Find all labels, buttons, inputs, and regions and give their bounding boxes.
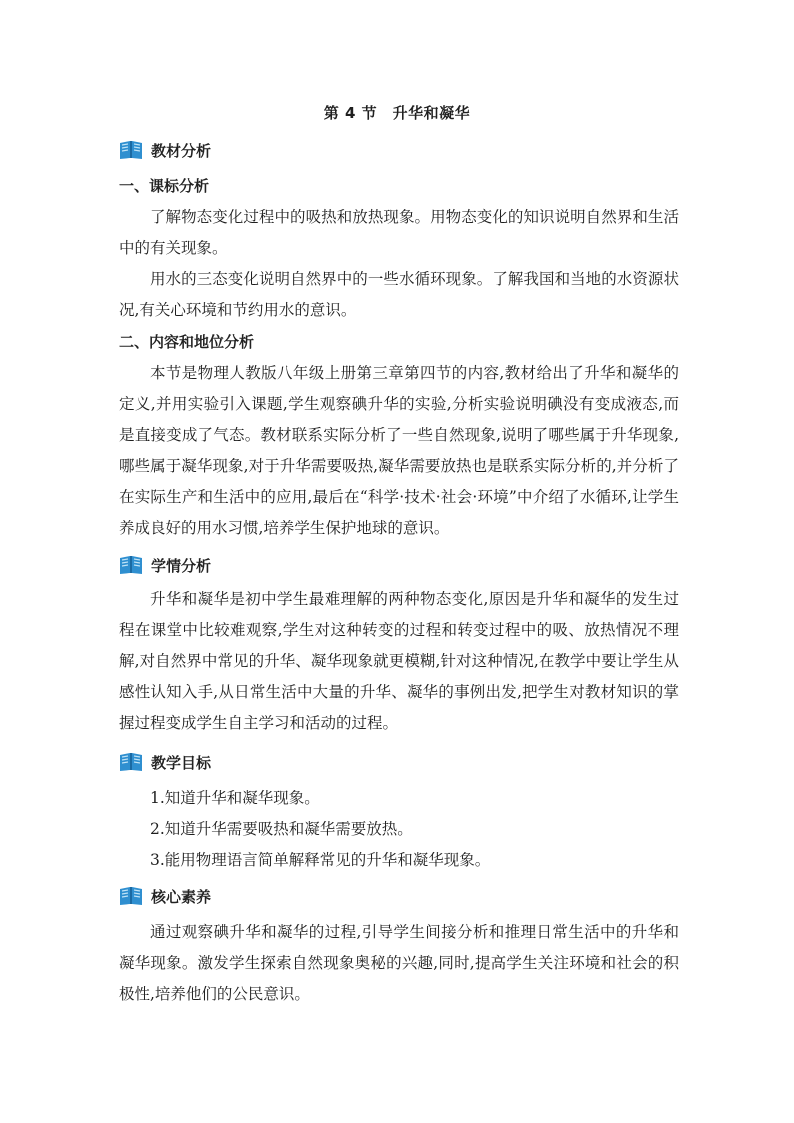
book-icon [119, 752, 143, 772]
paragraph: 用水的三态变化说明自然界中的一些水循环现象。了解我国和当地的水资源状况,有关心环境和节约用水的意识。 [119, 270, 679, 319]
section-title: 学情分析 [151, 556, 212, 575]
goal-item: 3.能用物理语言简单解释常见的升华和凝华现象。 [150, 851, 491, 869]
section-header-learner-analysis [119, 553, 211, 577]
paragraph: 通过观察碘升华和凝华的过程,引导学生间接分析和推理日常生活中的升华和凝华现象。激发学生探索自然现象奥秘的兴趣,同时,提高学生关注环境和社会的积极性,培养他们的公民意识。 [119, 923, 679, 1003]
section-title: 核心素养 [151, 887, 212, 906]
book-icon [119, 886, 143, 906]
book-icon [119, 140, 143, 160]
paragraph: 本节是物理人教版八年级上册第三章第四节的内容,教材给出了升华和凝华的定义,并用实验引入课题,学生观察碘升华的实验,分析实验说明碘没有变成液态,而是直接变成了气态。教材联系实际分析了一些自然现象,说明了哪些属于升华现象,哪些属于凝华现象,对于升华需要吸热,凝华需要放热也是联系实际分析的,并分析了在实际生产和生活中的应用,最后在“科学·技术·社会·环境”中介绍了水循环,让学生养成良好的用水习惯,培养学生保护地球的意识。 [119, 364, 679, 537]
section-header-core-literacy [119, 884, 211, 908]
section-header-textbook-analysis [119, 138, 211, 162]
subheading-curriculum-analysis: 一、课标分析 [119, 177, 210, 195]
page-title: 第 4 节 升华和凝华 [323, 104, 471, 122]
section-title: 教学目标 [151, 753, 212, 772]
goal-item: 1.知道升华和凝华现象。 [150, 789, 320, 807]
paragraph: 了解物态变化过程中的吸热和放热现象。用物态变化的知识说明自然界和生活中的有关现象。 [119, 208, 679, 257]
book-icon [119, 555, 143, 575]
goal-item: 2.知道升华需要吸热和凝华需要放热。 [150, 820, 413, 838]
section-title: 教材分析 [151, 141, 212, 160]
section-header-teaching-goals [119, 750, 211, 774]
paragraph: 升华和凝华是初中学生最难理解的两种物态变化,原因是升华和凝华的发生过程在课堂中比较难观察,学生对这种转变的过程和转变过程中的吸、放热情况不理解,对自然界中常见的升华、凝华现象就更模糊,针对这种情况,在教学中要让学生从感性认知入手,从日常生活中大量的升华、凝华的事例出发,把学生对教材知识的掌握过程变成学生自主学习和活动的过程。 [119, 590, 679, 732]
subheading-content-position: 二、内容和地位分析 [119, 333, 255, 351]
